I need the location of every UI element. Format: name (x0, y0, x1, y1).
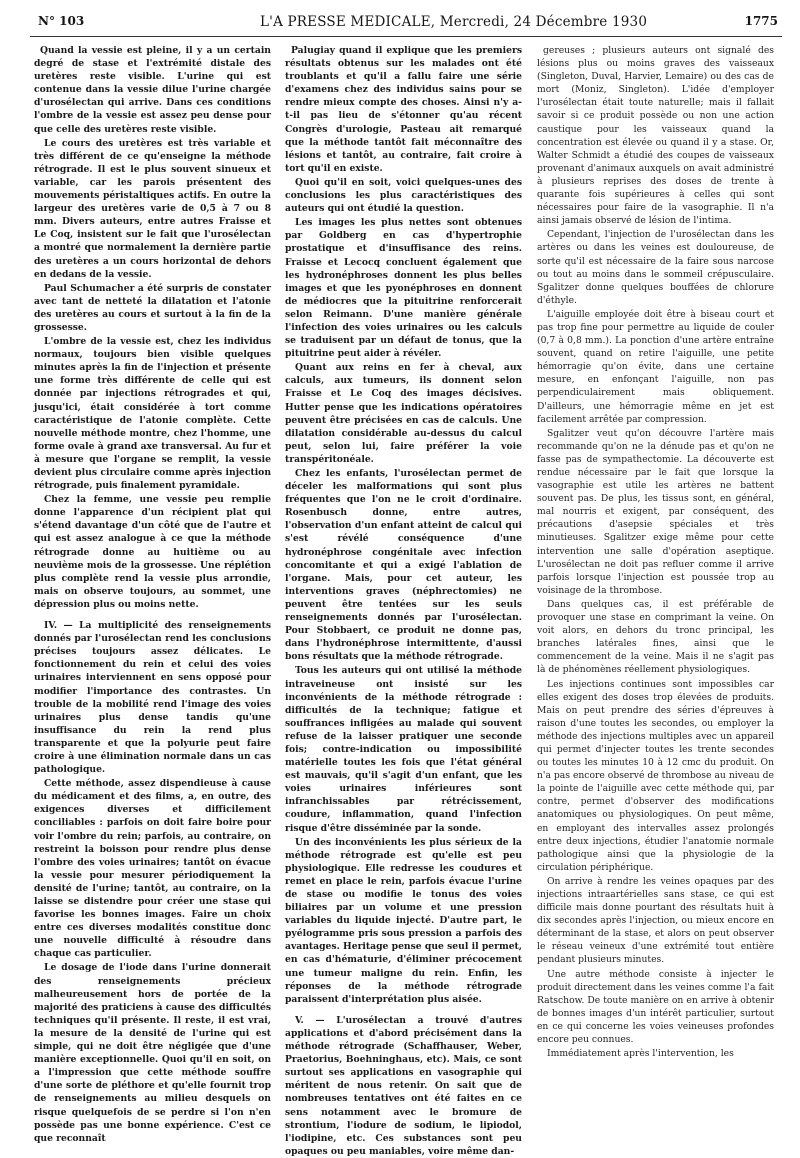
paragraph: Chez les enfants, l'urosélectan permet de déceler les malformations qui sont plus fréquentes que l'on ne le croit d'ordinaire. Rosenbusch donne, entre autres, l'observation d'un enfant atteint de calcul qui s'est révélé conséquence d'une hydronéphrose congénitale avec infection concomitante et qui a exigé l'ablation de l'organe. Mais, pour cet auteur, les interventions graves (néphrectomies) ne peuvent être tentées sur les seuls renseignements donnés par l'urosélectan. Pour Stobbaert, ce produit ne donne pas, dans l'hydronéphrose intermittente, d'aussi bons résultats que la méthode rétrograde. (285, 468, 522, 663)
paragraph: Immédiatement après l'intervention, les (547, 1048, 734, 1060)
journal-title: L'A PRESSE MEDICALE, Mercredi, 24 Décembre 1930 (260, 14, 648, 30)
header-rule (30, 36, 782, 37)
paragraph: Sgalitzer veut qu'on découvre l'artère mais recommande qu'on ne la dénude pas et qu'on ne fasse pas de sympathectomie. La découverte est rendue nécessaire par le fait que lorsque la vasographie est utile les artères ne battent souvent pas. De plus, les tissus sont, en général, mal nourris et exigent, par conséquent, des précautions d'asepsie spéciales et très minutieuses. Sgalitzer exige même pour cette intervention une salle d'opération aseptique. L'urosélectan ne doit pas refluer comme il arrive parfois lorsque l'injection est poussée trop au voisinage de la thrombose. (537, 427, 774, 596)
paragraph: Cependant, l'injection de l'urosélectan dans les artères ou dans les veines est douloureuse, de sorte qu'il est nécessaire de la faire sous narcose ou tout au moins dans le sommeil crépusculaire. Sgalitzer donne quelques bouffées de chlorure d'éthyle. (537, 229, 774, 306)
section-v-paragraph: V. — L'urosélectan a trouvé d'autres applications et d'abord précisément dans la méthode rétrograde (Schaffhauser, Weber, Praetorius, Boehninghaus, etc). Mais, ce sont surtout ses applications en vasographie qui méritent de nous retenir. On sait que de nombreuses tentatives ont été faites en ce sens notamment avec le bromure de strontium, l'iodure de sodium, le lipiodol, l'iodipine, etc. Ces substances sont peu opaques ou peu maniables, voire même dan- (285, 1014, 522, 1157)
column-3 (537, 44, 774, 1074)
paragraph: L'ombre de la vessie est, chez les individus normaux, toujours bien visible quelques minutes après la fin de l'injection et présente une forme très différente de celle qui est donnée par injections rétrogrades et qui, jusqu'ici, était considérée à tort comme caractéristique de l'atonie complète. Cette nouvelle méthode montre, chez l'homme, une forme ovale à grand axe transversal. Au fur et à mesure que l'organe se remplit, la vessie devient plus circulaire comme après injection rétrograde, puis finalement pyramidale. (34, 336, 271, 492)
paragraph: Quoi qu'il en soit, voici quelques-unes des conclusions les plus caractéristiques des auteurs qui ont étudié la question. (285, 176, 522, 215)
paragraph: L'aiguille employée doit être à biseau court et pas trop fine pour permettre au liquide de couler (0,7 à 0,8 mm.). La ponction d'une artère entraîne souvent, quand on retire l'aiguille, une petite hémorragie qu'on évite, dans une certaine mesure, en enfonçant l'aiguille, non pas perpendiculairement mais obliquement. D'ailleurs, une hémorragie même en jet est facilement arrêtée par compression. (537, 308, 774, 425)
paragraph: Chez la femme, une vessie peu remplie donne l'apparence d'un récipient plat qui s'étend davantage d'un côté que de l'autre et qui est assez analogue à ce que la méthode rétrograde donne au huitième ou au neuvième mois de la grossesse. Une réplétion plus complète rend la vessie plus arrondie, mais on observe toujours, au sommet, une dépression plus ou moins nette. (34, 494, 271, 610)
paragraph: gereuses ; plusieurs auteurs ont signalé des lésions plus ou moins graves des vaisseaux (Singleton, Duval, Harvier, Lemaire) ou des cas de mort (Moniz, Singleton). L'idée d'employer l'urosélectan était toute naturelle; mais il fallait savoir si ce produit possède ou non une action caustique pour les vaisseaux quand la concentration est élevée ou quand il y a stase. Or, Walter Schmidt a étudié des coupes de vaisseaux provenant d'animaux auxquels on avait administré à plusieurs reprises des doses de trente à quarante fois supérieures à celles qui sont nécessaires pour faire de la vasographie. Il n'a ainsi jamais observé de lésion de l'intima. (537, 45, 774, 227)
paragraph: Dans quelques cas, il est préférable de provoquer une stase en comprimant la veine. On voit alors, en dehors du tronc principal, les branches latérales fines, ainsi que le commencement de la veine. Mais il ne s'agit pas là de phénomènes réellement physiologiques. (537, 598, 774, 676)
section-iv-paragraph: IV. — La multiplicité des renseignements donnés par l'urosélectan rend les conclusions précises toujours assez délicates. Le fonctionnement du rein et celui des voies urinaires interviennent en sens opposé pour modifier l'importance des contrastes. Un trouble de la mobilité rend l'image des voies urinaires plus dense tandis qu'une insuffisance du rein la rend plus transparente et que la polyurie peut faire croire à une élimination normale dans un cas pathologique. (34, 620, 271, 776)
paragraph: Un des inconvénients les plus sérieux de la méthode rétrograde est qu'elle est peu physiologique. Elle redresse les coudures et remet en place le rein, parfois évacue l'urine de stase ou modifie le tonus des voies biliaires par un volume et une pression variables du liquide injecté. D'autre part, le pyélogramme pris sous pression a parfois des avantages. Heritage pense que seul il permet, en cas d'hématurie, d'éliminer précocement une tumeur maligne du rein. Enfin, les réponses de la méthode rétrograde paraissent d'interprétation plus aisée. (285, 836, 522, 1005)
paragraph: Paul Schumacher a été surpris de constater avec tant de netteté la dilatation et l'atonie des uretères au cours et surtout à la fin de la grossesse. (34, 282, 271, 333)
paragraph: Le dosage de l'iode dans l'urine donnerait des renseignements précieux malheureusement hors de portée de la majorité des praticiens à cause des difficultés techniques qu'il présente. Il reste, il est vrai, la mesure de la densité de l'urine qui est simple, qui ne doit être négligée que d'une manière exceptionnelle. Quoi qu'il en soit, on a l'impression que cette méthode souffre d'une sorte de pléthore et qu'elle fournit trop de renseignements au milieu desquels on risque quelquefois de se perdre si l'on n'en possède pas une bonne expérience. C'est ce que reconnaît (34, 962, 271, 1144)
paragraph: Quand la vessie est pleine, il y a un certain degré de stase et l'extrémité distale des uretères reste visible. L'urine qui est contenue dans la vessie dilue l'urine chargée d'urosélectan qui arrive. Dans ces conditions l'ombre de la vessie est assez peu dense pour que celle des uretères reste visible. (34, 45, 271, 135)
paragraph: Le cours des uretères est très variable et très différent de ce qu'enseigne la méthode rétrograde. Il est le plus souvent sinueux et variable, car les parois présentent des mouvements péristaltiques actifs. En outre la largeur des uretères varie de 0,5 à 7 ou 8 mm. Divers auteurs, entre autres Fraisse et Le Coq, insistent sur le fait que l'urosélectan a montré que normalement la dernière partie des uretères a un cours horizontal de dehors en dedans de la vessie. (34, 137, 271, 280)
paragraph: Les images les plus nettes sont obtenues par Goldberg en cas d'hypertrophie prostatique et d'insuffisance des reins. Fraisse et Lecocq concluent également que les hydronéphroses donnent les plus belles images et que les pyonéphroses en donnent de médiocres que la pituitrine renforcerait selon Reimann. D'une manière générale l'infection des voies urinaires ou les calculs se traduisent par un défaut de tonus, que la pituitrine peut aider à révéler. (285, 217, 522, 360)
paragraph: Cette méthode, assez dispendieuse à cause du médicament et des films, a, en outre, des exigences diverses et difficilement conciliables : parfois on doit faire boire pour voir l'ombre du rein; parfois, au contraire, on restreint la boisson pour rendre plus dense l'ombre des voies urinaires; tantôt on évacue la vessie pour mesurer périodiquement la densité de l'urine; tantôt, au contraire, on la laisse se distendre pour créer une stase qui favorise les bonnes images. Faire un choix entre ces diverses modalités constitue donc une nouvelle difficulté à résoudre dans chaque cas particulier. (34, 778, 271, 960)
page-number: 1775 (744, 14, 778, 28)
paragraph: Tous les auteurs qui ont utilisé la méthode intraveineuse ont insisté sur les inconvénients de la méthode rétrograde : difficultés de la technique; fatigue et souffrances infligées au malade qui souvent refuse de la laisser pratiquer une seconde fois; contre-indication ou impossibilité matérielle toutes les fois que l'état général est mauvais, qu'il s'agit d'un enfant, que les voies urinaires inférieures sont infranchissables par rétrécissement, coudure, inflammation, quand l'infection risque d'être disséminée par la sonde. (285, 665, 522, 834)
column-2 (285, 44, 522, 1157)
paragraph: Quant aux reins en fer à cheval, aux calculs, aux tumeurs, ils donnent selon Fraisse et Le Coq des images décisives. Hutter pense que les indications opératoires peuvent être précisées en cas de calculs. Une dilatation considérable au-dessus du calcul peut, selon lui, faire préférer la voie transpéritonéale. (285, 362, 522, 465)
running-header (26, 6, 778, 32)
issue-number: N° 103 (38, 14, 85, 28)
column-1 (34, 44, 271, 1144)
paragraph: Les injections continues sont impossibles car elles exigent des doses trop élevées de produits. Mais on peut prendre des séries d'épreuves à raison d'une toutes les secondes, ou employer la méthode des injections multiples avec un appareil qui permet d'injecter toutes les trente secondes ou toutes les minutes 10 à 12 cmc du produit. On n'a pas encore observé de thrombose au niveau de la pointe de l'aiguille avec cette méthode qui, par contre, permet d'observer des modifications anatomiques ou physiologiques. On peut même, en employant des intervalles assez prolongés entre deux injections, étudier l'anatomie normale pathologique ainsi que la physiologie de la circulation périphérique. (537, 678, 774, 873)
paragraph: Une autre méthode consiste à injecter le produit directement dans les veines comme l'a fait Ratschow. De toute manière on en arrive à obtenir de bonnes images d'un intérêt particulier, surtout en ce qui concerne les voies veineuses profondes encore peu connues. (537, 968, 774, 1046)
paragraph: On arrive à rendre les veines opaques par des injections intraartérielles sans stase, ce qui est difficile mais donne pourtant des résultats huit à dix secondes après l'injection, ou mieux encore en déterminant de la stase, et alors on peut observer le réseau veineux d'une extrémité tout entière pendant plusieurs minutes. (537, 875, 774, 966)
paragraph: Palugiay quand il explique que les premiers résultats obtenus sur les malades ont été troublants et qu'il a fallu faire une série d'examens chez des individus sains pour se rendre mieux compte des choses. Ainsi n'y a-t-il pas lieu de s'étonner qu'au récent Congrès d'urologie, Pasteau ait remarqué que la méthode tantôt fait méconnaître des lésions et tantôt, au contraire, fait croire à tort qu'il en existe. (285, 45, 522, 174)
